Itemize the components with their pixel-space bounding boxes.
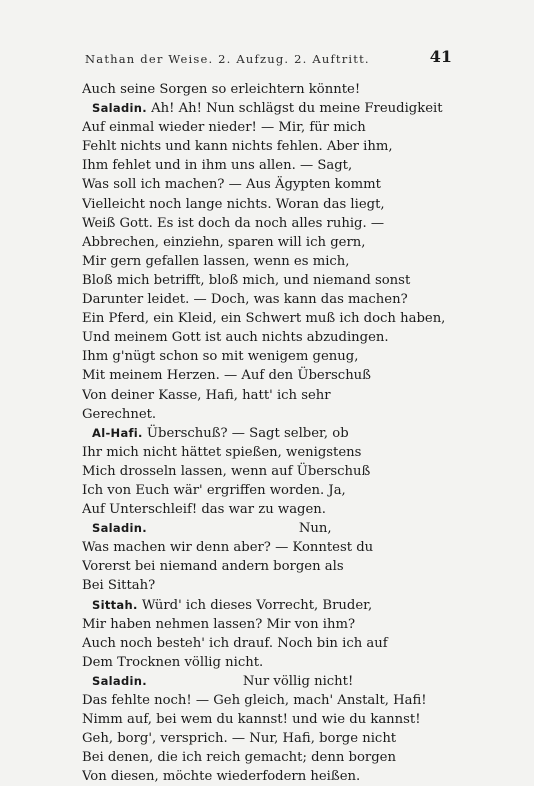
text-line [82, 519, 454, 538]
line-text: Bloß mich betrifft, bloß mich, und niemand sonst [82, 272, 411, 288]
speaker-name: Al-Hafi. [92, 425, 143, 440]
running-title: Nathan der Weise. 2. Aufzug. 2. Auftritt. [85, 52, 370, 66]
line-text: Überschuß? — Sagt selber, ob [142, 425, 349, 441]
line-text: Was soll ich machen? — Aus Ägypten kommt [82, 177, 381, 193]
text-line [82, 710, 454, 729]
line-text: Geh, borg', versprich. — Nur, Hafi, borge nicht [82, 731, 397, 747]
text-line [82, 672, 454, 691]
text-line [82, 386, 454, 405]
line-text: Nun, [298, 521, 332, 537]
text-line [82, 156, 454, 175]
play-text [82, 80, 454, 786]
line-text: Nimm auf, bei wem du kannst! und wie du kannst! [82, 712, 421, 728]
text-line [82, 252, 454, 271]
line-text: Bei Sittah? [82, 578, 156, 594]
text-line [82, 328, 454, 347]
line-text: Mich drosseln lassen, wenn auf Überschuß [82, 463, 371, 479]
line-text: Ich von Euch wär' ergriffen worden. Ja, [82, 482, 346, 498]
line-text: Auch seine Sorgen so erleichtern könnte! [82, 82, 361, 97]
line-text: Mir gern gefallen lassen, wenn es mich, [82, 253, 350, 269]
text-line [82, 462, 454, 481]
text-line [82, 576, 454, 595]
line-text: Und meinem Gott ist auch nichts abzudingen. [82, 330, 389, 346]
line-text: Auf einmal wieder nieder! — Mir, für mich [82, 120, 366, 136]
line-text: Würd' ich dieses Vorrecht, Bruder, [137, 597, 373, 613]
text-line [82, 195, 454, 214]
line-text: Vorerst bei niemand andern borgen als [82, 559, 344, 575]
text-line [82, 118, 454, 137]
text-line [82, 290, 454, 309]
speaker-name: Saladin. [92, 673, 147, 688]
text-line [82, 748, 454, 767]
line-text: Abbrechen, einziehn, sparen will ich gern, [82, 234, 366, 250]
line-text: Ihr mich nicht hättet spießen, wenigstens [82, 444, 362, 460]
text-line [82, 214, 454, 233]
line-text: Nur völlig nicht! [242, 673, 354, 689]
line-text: Vielleicht noch lange nichts. Woran das liegt, [82, 196, 385, 212]
line-text: Das fehlte noch! — Geh gleich, mach' Anstalt, Hafi! [82, 693, 427, 708]
text-line [82, 309, 454, 328]
speaker-name: Saladin. [92, 101, 147, 116]
text-line [82, 271, 454, 290]
text-line [82, 99, 454, 118]
line-text: Auf Unterschleif! das war zu wagen. [82, 502, 326, 518]
speaker-name: Sittah. [92, 597, 138, 612]
line-text: Auch noch besteh' ich drauf. Noch bin ich auf [82, 635, 388, 651]
text-line [82, 137, 454, 156]
text-line [82, 596, 454, 615]
page-number: 41 [429, 47, 452, 66]
text-line [82, 233, 454, 252]
text-line [82, 691, 454, 710]
text-line [82, 653, 454, 672]
text-line [82, 366, 454, 385]
line-text: Weiß Gott. Es ist doch da noch alles ruhig. — [82, 215, 385, 231]
text-line [82, 405, 454, 424]
line-text: Fehlt nichts und kann nichts fehlen. Aber ihm, [82, 139, 393, 155]
line-text: Von diesen, möchte wiederfodern heißen. [82, 769, 361, 785]
text-line [82, 729, 454, 748]
line-text: Dem Trocknen völlig nicht. [82, 654, 264, 670]
line-text: Ein Pferd, ein Kleid, ein Schwert muß ich doch haben, [82, 311, 446, 327]
line-text: Ihm g'nügt schon so mit wenigem genug, [82, 349, 359, 365]
text-line [82, 767, 454, 786]
line-text: Bei denen, die ich reich gemacht; denn borgen [82, 750, 396, 766]
line-text: Mir haben nehmen lassen? Mir von ihm? [82, 616, 356, 632]
text-line [82, 443, 454, 462]
text-line [82, 481, 454, 500]
text-line [82, 500, 454, 519]
line-text: Mit meinem Herzen. — Auf den Überschuß [82, 368, 371, 384]
speaker-name: Saladin. [92, 521, 147, 536]
line-text: Darunter leidet. — Doch, was kann das machen? [82, 292, 408, 308]
text-line [82, 557, 454, 576]
text-line [82, 424, 454, 443]
line-text: Von deiner Kasse, Hafi, hatt' ich sehr [82, 387, 331, 403]
text-line [82, 634, 454, 653]
text-line [82, 80, 454, 99]
text-line [82, 175, 454, 194]
line-text: Ihm fehlet und in ihm uns allen. — Sagt, [82, 158, 353, 174]
line-text: Ah! Ah! Nun schlägst du meine Freudigkeit [146, 101, 443, 117]
line-text: Gerechnet. [82, 406, 157, 422]
line-text: Was machen wir denn aber? — Konntest du [82, 540, 374, 556]
text-line [82, 538, 454, 557]
text-line [82, 615, 454, 634]
text-line [82, 347, 454, 366]
